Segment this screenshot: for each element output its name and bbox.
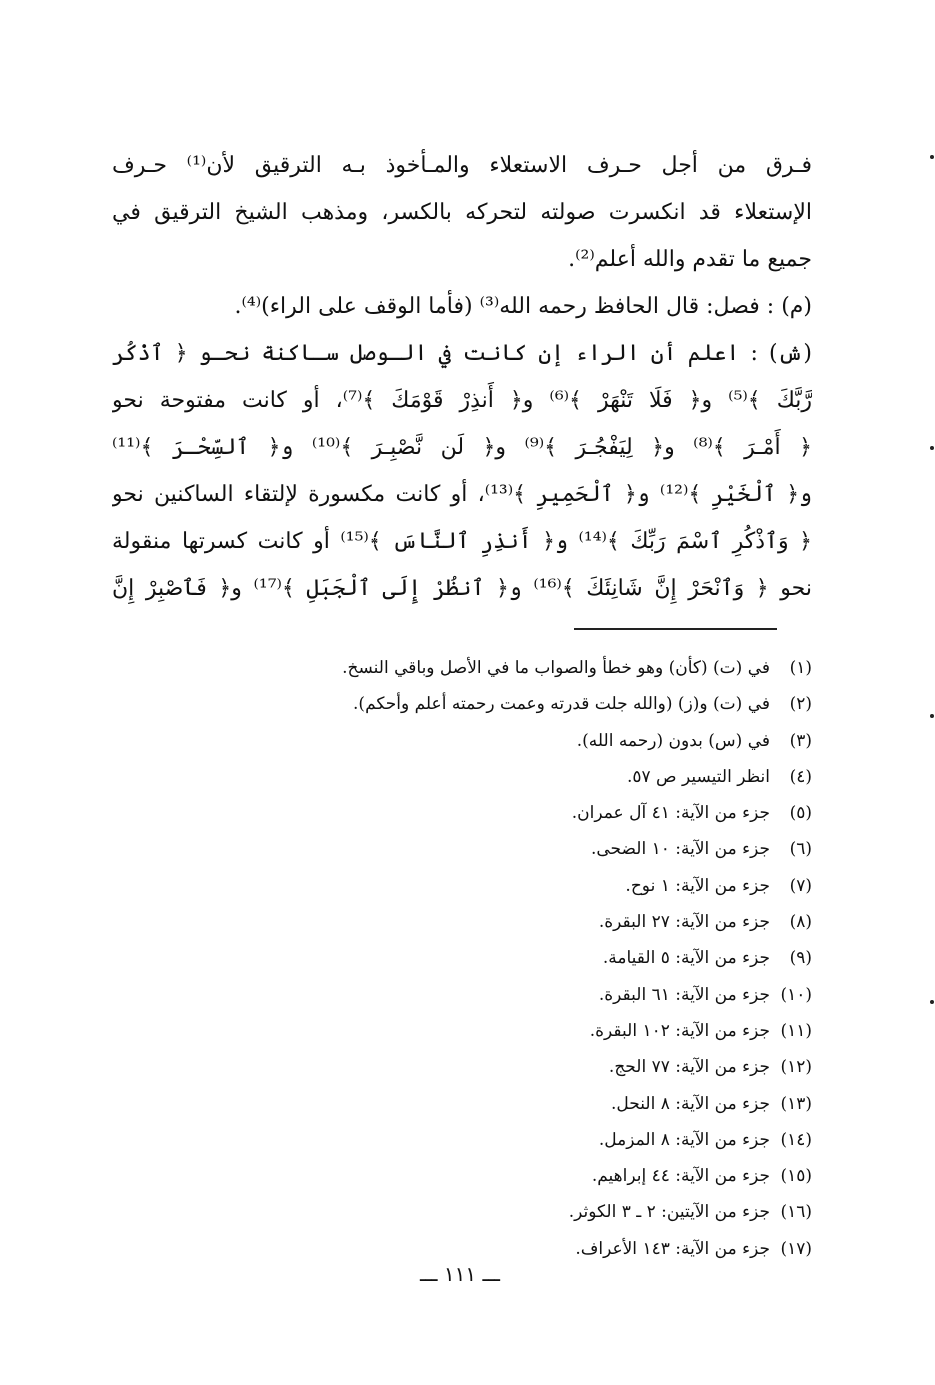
margin-mark [930, 714, 934, 718]
footnote-text: جزء من الآية: ٧٧ الحج. [608, 1057, 770, 1078]
footnote-item [300, 1158, 812, 1194]
footnote-number: (٨) [789, 912, 812, 933]
footnote-number: (٩) [789, 948, 812, 969]
footnote-text: جزء من الآية: ٢٧ البقرة. [598, 912, 770, 933]
footnote-item [300, 1194, 812, 1230]
footnote-number: (٢) [789, 694, 812, 715]
footnote-text: في (ت) و(ز) (والله جلت قدرته وعمت رحمته أعلم وأحكم). [353, 694, 770, 715]
footnote-text: جزء من الآية: ١٠٢ البقرة. [589, 1020, 770, 1041]
footnote-text: انظر التيسير ص ٥٧. [626, 766, 770, 787]
footnote-number: (١٢) [780, 1057, 812, 1078]
footnotes-list [300, 650, 812, 1267]
footnote-number: (١١) [780, 1020, 812, 1041]
footnote-text: في (ت) (كأن) وهو خطأ والصواب ما في الأصل وباقي النسخ. [342, 658, 770, 678]
footnote-text: جزء من الآية: ٦١ البقرة. [598, 984, 770, 1005]
footnote-separator [574, 628, 777, 630]
footnote-item [300, 1086, 812, 1122]
footnote-number: (١) [789, 658, 812, 678]
footnote-number: (٧) [789, 875, 812, 896]
footnote-item [300, 977, 812, 1013]
footnote-text: جزء من الآية: ٤٤ إبراهيم. [591, 1166, 770, 1187]
text-line: (ش) : اعلم أن الراء إن كانت في الـوصل سـاكنة نحـو ﴿ ٱذْكُر [112, 341, 812, 366]
text-line: الإستعلاء قد انكسرت صولته لتحركه بالكسر، ومذهب الشيخ الترقيق في [112, 200, 812, 225]
footnote-item [300, 1049, 812, 1085]
footnote-item [300, 686, 812, 722]
footnote-number: (٤) [789, 766, 812, 787]
footnote-number: (٦) [789, 839, 812, 860]
footnote-item [300, 1013, 812, 1049]
page-number: ـــ ١١١ ـــ [419, 1262, 501, 1286]
footnote-text: جزء من الآية: ١ نوح. [625, 875, 770, 896]
footnote-text: جزء من الآية: ٥ القيامة. [602, 948, 770, 969]
footnote-text: جزء من الآية: ٨ المزمل. [598, 1129, 770, 1150]
footnote-item [300, 1122, 812, 1158]
footnote-item [300, 650, 812, 686]
footnote-text: جزء من الآية: ٤١ آل عمران. [571, 803, 770, 824]
text-line: رَّبَّكَ ﴾⁽⁵⁾ و﴿ فَلَا تَنْهَرْ ﴾⁽⁶⁾ و﴿ أَنذِرْ قَوْمَكَ ﴾⁽⁷⁾، أو كانت مفتوحة نحو [112, 388, 812, 413]
text-line: نحو ﴿ وَٱنْحَرْ إِنَّ شَانِئَكَ ﴾⁽¹⁶⁾ و﴿ ٱنظُرْ إِلَى ٱلْجَبَلِ ﴾⁽¹⁷⁾ و﴿ فَٱصْبِرْ إِنَّ [112, 576, 812, 601]
text-line: جميع ما تقدم والله أعلم⁽²⁾. [568, 247, 812, 272]
main-text [112, 142, 812, 612]
footnote-number: (١٠) [780, 984, 812, 1005]
footnote-item [300, 1231, 812, 1267]
footnote-item [300, 759, 812, 795]
footnote-number: (١٤) [780, 1129, 812, 1150]
text-line: و﴿ ٱلْخَيْرِ ﴾⁽¹²⁾ و﴿ ٱلْحَمِيرِ ﴾⁽¹³⁾، أو كانت مكسورة لإلتقاء الساكنين نحو [112, 482, 812, 507]
text-line: (م) : فصل: قال الحافظ رحمه الله⁽³⁾ (فأما الوقف على الراء)⁽⁴⁾. [234, 294, 812, 319]
footnote-text: جزء من الآية: ٨ النحل. [611, 1093, 770, 1114]
footnote-item [300, 904, 812, 940]
text-line: فـرق من أجل حـرف الاستعلاء والمـأخوذ بـه الترقيق لأن⁽¹⁾ حـرف [112, 153, 812, 178]
footnote-item [300, 795, 812, 831]
footnote-text: في (س) بدون (رحمه الله). [576, 730, 770, 751]
footnote-text: جزء من الآية: ١٠ الضحى. [590, 839, 770, 860]
margin-mark [930, 1000, 934, 1004]
footnote-item [300, 868, 812, 904]
margin-mark [930, 155, 934, 159]
footnote-item [300, 723, 812, 759]
footnote-number: (٣) [789, 730, 812, 751]
footnote-item [300, 940, 812, 976]
footnote-number: (١٦) [780, 1202, 812, 1223]
footnote-number: (٥) [789, 803, 812, 824]
text-line: ﴿ وَٱذْكُرِ ٱسْمَ رَبِّكَ ﴾⁽¹⁴⁾ و﴿ أَنذِرِ ٱلنَّاسَ ﴾⁽¹⁵⁾ أو كانت كسرتها منقولة [112, 529, 812, 554]
footnote-text: جزء من الآية: ١٤٣ الأعراف. [575, 1238, 770, 1259]
footnote-number: (١٥) [780, 1166, 812, 1187]
footnote-number: (١٣) [780, 1093, 812, 1114]
footnote-item [300, 831, 812, 867]
footnote-number: (١٧) [780, 1238, 812, 1259]
margin-mark [930, 446, 934, 450]
text-line: ﴿ أَمْـرَ ﴾⁽⁸⁾ و﴿ لِيَفْجُـرَ ﴾⁽⁹⁾ و﴿ لَن نَّصْبِـرَ ﴾⁽¹⁰⁾ و﴿ ٱلسِّحْـرَ ﴾⁽¹¹⁾ [112, 435, 812, 460]
footnote-text: جزء من الآيتين: ٢ ـ ٣ الكوثر. [568, 1202, 770, 1223]
